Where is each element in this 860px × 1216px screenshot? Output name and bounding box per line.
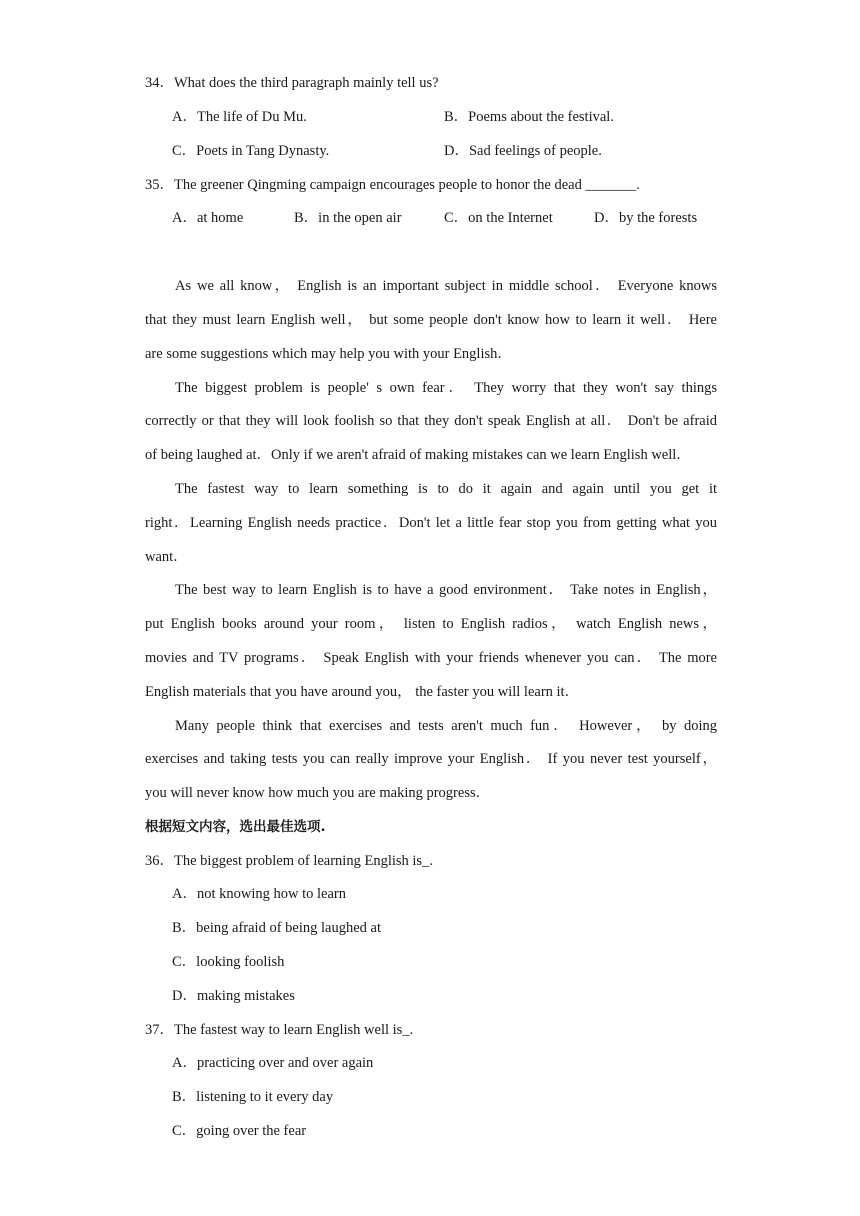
passage-p5-line-3: you will never know how much you are making progress． <box>145 785 491 801</box>
question-35-option-a: A．at home <box>172 210 244 226</box>
passage-p2-line-3: of being laughed at．Only if we aren't afraid of making mistakes can we learn English well． <box>145 447 691 463</box>
question-35-stem: 35．The greener Qingming campaign encourages people to honor the dead _______. <box>145 177 640 193</box>
question-34-option-d: D．Sad feelings of people. <box>444 143 602 159</box>
question-34-option-c: C．Poets in Tang Dynasty. <box>172 143 330 159</box>
question-35-option-b: B．in the open air <box>294 210 402 226</box>
question-34-option-b: B．Poems about the festival. <box>444 109 614 125</box>
question-35-option-c: C．on the Internet <box>444 210 553 226</box>
passage-p2-line-2: correctly or that they will look foolish so that they don't speak English at all． Don't be afraid <box>145 413 717 429</box>
question-34-option-a: A．The life of Du Mu. <box>172 109 307 125</box>
passage-p1-line-1: As we all know， English is an important subject in middle school． Everyone knows <box>175 278 717 294</box>
question-35-option-d: D．by the forests <box>594 210 698 226</box>
passage-p5-line-1: Many people think that exercises and tests aren't much fun． However， by doing <box>175 718 717 734</box>
passage-p1-line-3: are some suggestions which may help you with your English． <box>145 346 512 362</box>
passage-p3-line-3: want． <box>145 549 188 565</box>
passage-p3-line-2: right．Learning English needs practice．Don't let a little fear stop you from getting what you <box>145 515 717 531</box>
passage-p4-line-2: put English books around your room， listen to English radios， watch English news， <box>145 616 717 632</box>
passage-p5-line-2: exercises and taking tests you can really improve your English． If you never test yourself， <box>145 751 717 767</box>
passage-p4-line-1: The best way to learn English is to have a good environment． Take notes in English， <box>175 582 717 598</box>
question-36-option-b: B．being afraid of being laughed at <box>172 920 381 936</box>
question-37-option-c: C．going over the fear <box>172 1123 307 1139</box>
question-36-option-d: D．making mistakes <box>172 988 295 1004</box>
question-34-stem: 34．What does the third paragraph mainly tell us? <box>145 75 439 91</box>
question-36-stem: 36．The biggest problem of learning English is_. <box>145 853 433 869</box>
question-37-stem: 37．The fastest way to learn English well is_. <box>145 1022 414 1038</box>
instruction-heading: 根据短文内容，选出最佳选项. <box>145 819 326 835</box>
question-37-option-b: B．listening to it every day <box>172 1089 334 1105</box>
passage-p3-line-1: The fastest way to learn something is to do it again and again until you get it <box>175 481 717 497</box>
passage-p4-line-4: English materials that you have around you， the faster you will learn it． <box>145 684 580 700</box>
question-36-option-a: A．not knowing how to learn <box>172 886 346 902</box>
question-37-option-a: A．practicing over and over again <box>172 1055 374 1071</box>
passage-p2-line-1: The biggest problem is people' s own fear． They worry that they won't say things <box>175 380 717 396</box>
passage-p1-line-2: that they must learn English well， but some people don't know how to learn it well． Here <box>145 312 717 328</box>
question-36-option-c: C．looking foolish <box>172 954 285 970</box>
passage-p4-line-3: movies and TV programs． Speak English with your friends whenever you can． The more <box>145 650 717 666</box>
